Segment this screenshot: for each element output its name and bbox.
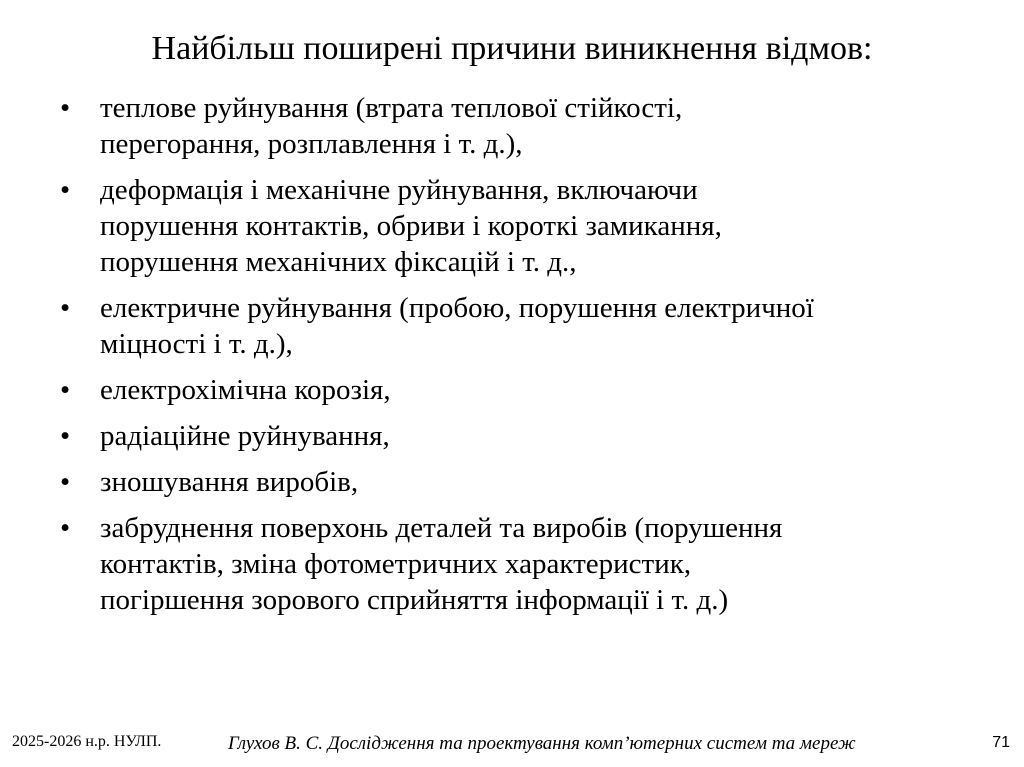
bullet-item-thermal xyxy=(60,90,960,162)
bullet-item-contamination xyxy=(60,510,960,618)
bullet-icon: • xyxy=(60,92,71,124)
bullet-line: електричне руйнування (пробою, порушення електричної xyxy=(100,292,814,324)
bullet-line: теплове руйнування (втрата теплової стійкості, xyxy=(100,92,683,124)
bullet-line: порушення контактів, обриви і короткі замикання, xyxy=(100,210,722,242)
page-number: 71 xyxy=(992,734,1010,751)
bullet-item-radiation xyxy=(60,418,960,454)
bullet-item-corrosion xyxy=(60,372,960,408)
bullet-item-electrical xyxy=(60,290,960,362)
bullet-icon: • xyxy=(60,174,71,206)
bullet-line: деформація і механічне руйнування, включаючи xyxy=(100,174,698,206)
bullet-line: електрохімічна корозія, xyxy=(100,374,391,406)
bullet-line: перегорання, розплавлення і т. д.), xyxy=(100,128,523,160)
bullet-list xyxy=(60,90,960,628)
bullet-line: забруднення поверхонь деталей та виробів (порушення xyxy=(100,512,783,544)
bullet-line: контактів, зміна фотометричних характеристик, xyxy=(100,548,692,580)
bullet-line: міцності і т. д.), xyxy=(100,328,293,360)
bullet-line: погіршення зорового сприйняття інформації і т. д.) xyxy=(100,584,729,616)
bullet-line: порушення механічних фіксацій і т. д., xyxy=(100,246,577,278)
bullet-item-mechanical xyxy=(60,172,960,280)
bullet-icon: • xyxy=(60,420,71,452)
slide-title: Найбільш поширені причини виникнення відмов: xyxy=(151,30,873,67)
footer-reference: Глухов В. С. Дослідження та проектування комп’ютерних систем та мереж xyxy=(228,733,856,754)
bullet-line: зношування виробів, xyxy=(100,466,359,498)
bullet-line: радіаційне руйнування, xyxy=(100,420,390,452)
bullet-icon: • xyxy=(60,512,71,544)
bullet-icon: • xyxy=(60,292,71,324)
bullet-item-wear xyxy=(60,464,960,500)
footer-year: 2025-2026 н.р. НУЛП. xyxy=(12,733,162,750)
bullet-icon: • xyxy=(60,466,71,498)
bullet-icon: • xyxy=(60,374,71,406)
